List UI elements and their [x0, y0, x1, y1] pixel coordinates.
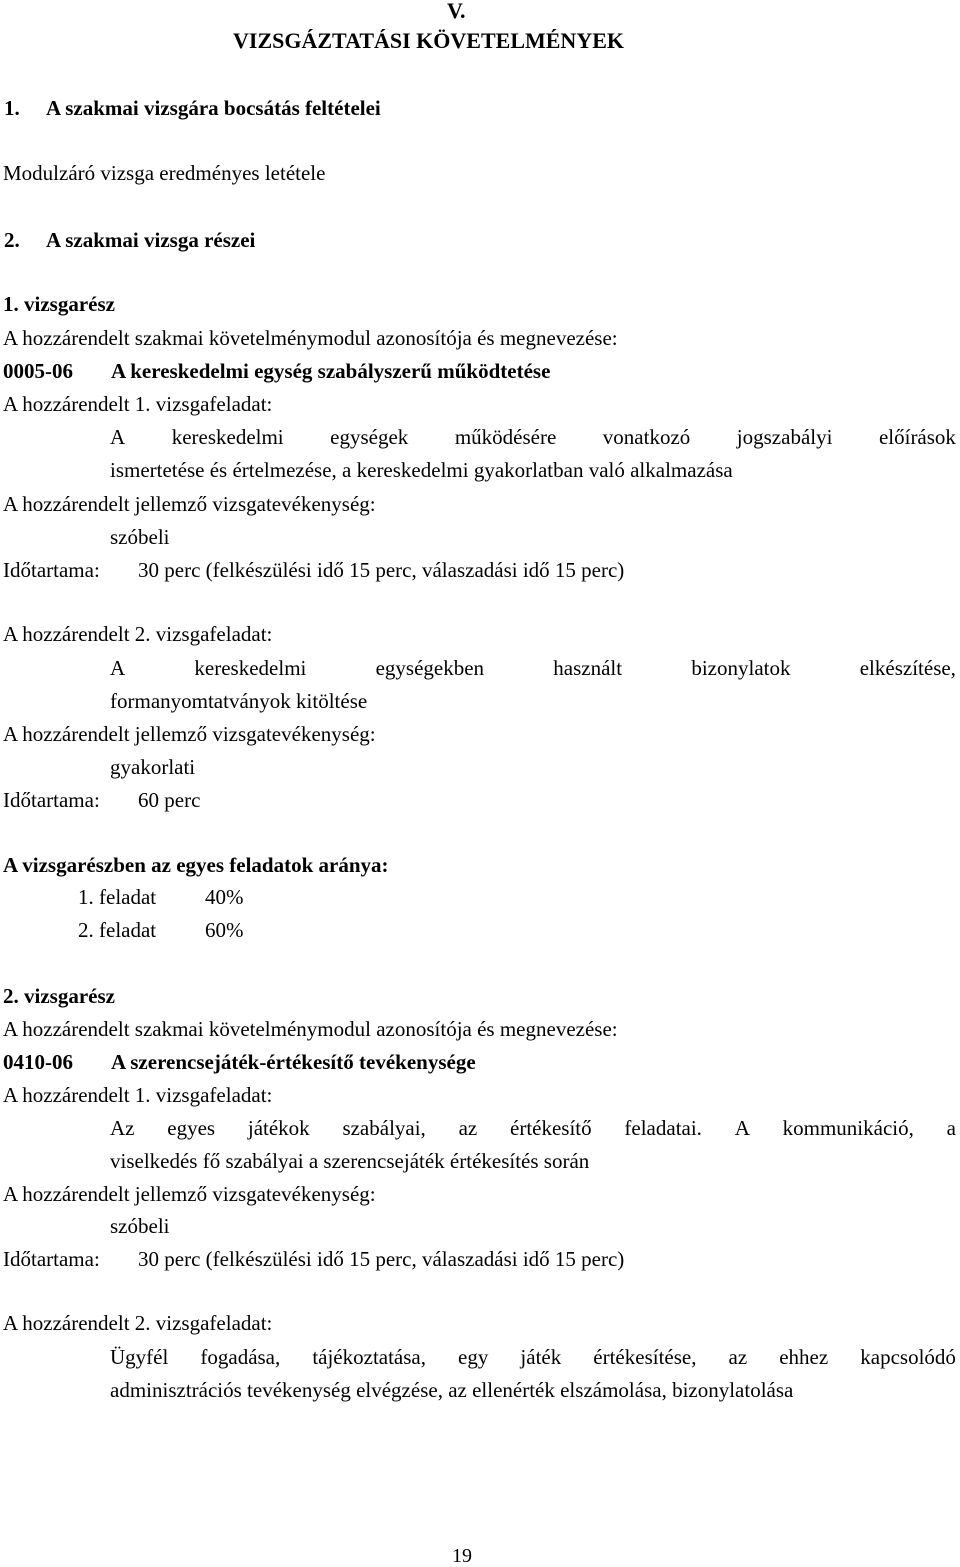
section1-heading: A szakmai vizsgára bocsátás feltételei: [46, 96, 381, 120]
part1-task2-duration-label: Időtartama:: [3, 788, 100, 812]
part2-task2-desc-line1: [110, 1347, 956, 1368]
page-number: 19: [452, 1545, 472, 1567]
justified-word: játék: [520, 1345, 562, 1369]
justified-word: az: [728, 1345, 748, 1369]
part1-task2-desc-line2: formanyomtatványok kitöltése: [110, 689, 368, 713]
justified-word: használt: [553, 656, 623, 680]
part2-module-label: A hozzárendelt szakmai követelménymodul azonosítója és megnevezése:: [3, 1017, 618, 1041]
justified-word: kommunikáció,: [782, 1116, 914, 1140]
justified-word: értékesítő: [510, 1116, 592, 1140]
part2-task2-label: A hozzárendelt 2. vizsgafeladat:: [3, 1311, 273, 1335]
justified-word: elkészítése,: [859, 656, 956, 680]
part1-task2-label: A hozzárendelt 2. vizsgafeladat:: [3, 622, 273, 646]
justified-word: egységekben: [375, 656, 485, 680]
justified-word: vonatkozó: [602, 425, 691, 449]
justified-word: fogadása,: [200, 1345, 281, 1369]
part1-title: 1. vizsgarész: [3, 292, 115, 316]
part2-task1-desc-line2: viselkedés fő szabályai a szerencsejáték értékesítés során: [110, 1149, 590, 1173]
justified-word: Ügyfél: [110, 1345, 169, 1369]
part1-task2-activity-label: A hozzárendelt jellemző vizsgatevékenység:: [3, 722, 376, 746]
part2-module-name: A szerencsejáték-értékesítő tevékenysége: [111, 1050, 476, 1074]
part2-module-code: 0410-06: [3, 1050, 73, 1074]
part2-task1-activity-label: A hozzárendelt jellemző vizsgatevékenység:: [3, 1182, 376, 1206]
part1-task1-activity: szóbeli: [110, 525, 170, 549]
part1-task1-label: A hozzárendelt 1. vizsgafeladat:: [3, 392, 273, 416]
part2-task1-activity: szóbeli: [110, 1214, 170, 1238]
justified-word: kapcsolódó: [860, 1345, 956, 1369]
ratio-label: 1. feladat: [78, 885, 157, 909]
justified-word: bizonylatok: [691, 656, 791, 680]
part2-task1-duration: 30 perc (felkészülési idő 15 perc, válaszadási idő 15 perc): [138, 1247, 625, 1271]
justified-word: előírások: [878, 425, 956, 449]
justified-word: egy: [458, 1345, 489, 1369]
part1-module-label: A hozzárendelt szakmai követelménymodul azonosítója és megnevezése:: [3, 326, 618, 350]
part1-ratio-title: A vizsgarészben az egyes feladatok aránya:: [3, 853, 389, 877]
part2-task1-label: A hozzárendelt 1. vizsgafeladat:: [3, 1083, 273, 1107]
part1-task1-duration: 30 perc (felkészülési idő 15 perc, válaszadási idő 15 perc): [138, 558, 625, 582]
ratio-value: 60%: [205, 918, 244, 942]
chapter-title: VIZSGÁZTATÁSI KÖVETELMÉNYEK: [233, 28, 624, 53]
justified-word: Az: [110, 1116, 135, 1140]
justified-word: működésére: [454, 425, 557, 449]
justified-word: A: [734, 1116, 750, 1140]
part1-task1-activity-label: A hozzárendelt jellemző vizsgatevékenység:: [3, 492, 376, 516]
part1-task1-duration-label: Időtartama:: [3, 558, 100, 582]
section1-heading-number: 1.: [4, 96, 20, 120]
part2-title: 2. vizsgarész: [3, 984, 115, 1008]
section2-heading: A szakmai vizsga részei: [46, 228, 256, 252]
justified-word: kereskedelmi: [171, 425, 284, 449]
justified-word: A: [110, 425, 126, 449]
justified-word: feladatai.: [624, 1116, 702, 1140]
justified-word: tájékoztatása,: [312, 1345, 426, 1369]
ratio-label: 2. feladat: [78, 918, 157, 942]
justified-word: egyes: [167, 1116, 216, 1140]
part2-task2-desc-line2: adminisztrációs tevékenység elvégzése, az ellenérték elszámolása, bizonylatolása: [110, 1378, 794, 1402]
part1-task2-duration: 60 perc: [138, 788, 201, 812]
section1-text: Modulzáró vizsga eredményes letétele: [3, 161, 326, 185]
part1-task2-desc-line1: [110, 658, 956, 679]
justified-word: a: [946, 1116, 956, 1140]
justified-word: játékok: [247, 1116, 310, 1140]
part1-task1-desc-line2: ismertetése és értelmezése, a kereskedelmi gyakorlatban való alkalmazása: [110, 458, 733, 482]
chapter-number: V.: [447, 0, 466, 23]
justified-word: ehhez: [779, 1345, 829, 1369]
part1-task2-activity: gyakorlati: [110, 755, 196, 779]
section2-heading-number: 2.: [4, 228, 20, 252]
part1-module-name: A kereskedelmi egység szabályszerű működtetése: [111, 359, 551, 383]
ratio-value: 40%: [205, 885, 244, 909]
justified-word: egységek: [330, 425, 409, 449]
justified-word: szabályai,: [342, 1116, 426, 1140]
part1-task1-desc-line1: [110, 427, 956, 448]
justified-word: az: [458, 1116, 478, 1140]
justified-word: kereskedelmi: [194, 656, 307, 680]
justified-word: jogszabályi: [736, 425, 833, 449]
justified-word: A: [110, 656, 126, 680]
part2-task1-desc-line1: [110, 1118, 956, 1139]
part1-module-code: 0005-06: [3, 359, 73, 383]
part2-task1-duration-label: Időtartama:: [3, 1247, 100, 1271]
justified-word: értékesítése,: [593, 1345, 697, 1369]
